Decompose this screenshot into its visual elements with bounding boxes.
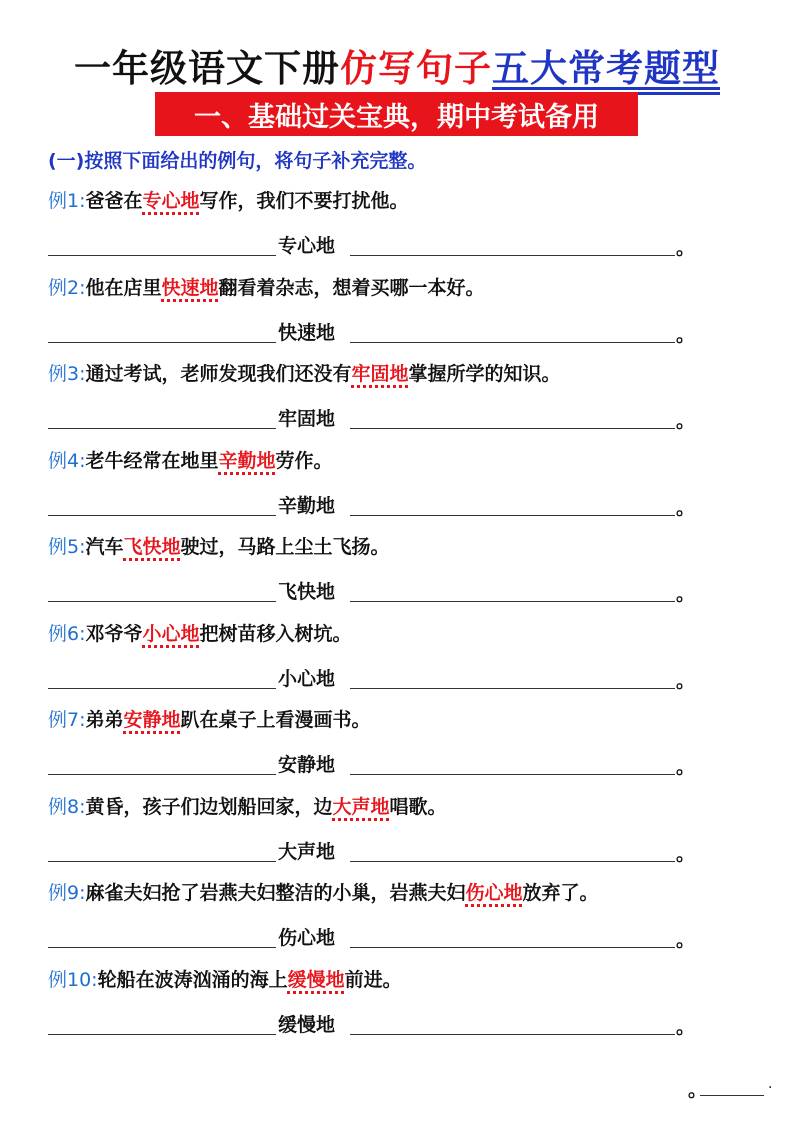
answer-blank-before[interactable] [48,428,276,429]
example-label: 例4: [48,449,86,472]
example-label: 例8: [48,795,86,818]
example-text-after: 前进。 [344,968,402,991]
answer-keyword: 安静地 [278,754,336,776]
example-keyword: 安静地 [123,709,181,731]
example-label: 例3: [48,363,86,385]
example-keyword: 伤心地 [465,882,523,904]
answer-period: 。 [676,756,696,778]
answer-row [48,315,696,346]
example-text-after: 劳作。 [275,449,333,472]
trailing-blank [688,1078,788,1100]
title-part-1: 一年级语文下册 [74,47,340,90]
section-banner: 一、基础过关宝典，期中考试备用 [155,92,638,136]
instruction-text: (一)按照下面给出的例句，将句子补充完整。 [48,150,427,172]
example-label: 例9: [48,882,86,904]
trailing-blank-line [700,1095,764,1096]
example-text-before: 弟弟 [85,709,124,731]
answer-blank-before[interactable] [48,342,276,343]
title-part-2: 仿写句子 [340,47,492,90]
example-text-before: 麻雀夫妇抢了岩燕夫妇整洁的小巢，岩燕夫妇 [85,882,466,904]
answer-blank-before[interactable] [48,774,276,775]
answer-keyword: 专心地 [278,235,336,257]
answer-blank-after[interactable] [350,342,675,343]
answer-blank-after[interactable] [350,774,675,775]
answer-row [48,661,696,692]
answer-keyword: 辛勤地 [278,494,336,517]
example-sentence [48,878,599,905]
answer-blank-before[interactable] [48,515,276,516]
answer-row [48,834,696,865]
example-label: 例5: [48,536,86,558]
answer-period: 。 [676,237,696,259]
example-sentence [48,359,561,386]
answer-keyword: 快速地 [278,321,336,344]
answer-period: 。 [676,1015,696,1038]
answer-row [48,920,696,951]
example-text-before: 邓爷爷 [85,622,143,645]
title-part-3: 五大常考题型 [492,47,720,90]
answer-blank-before[interactable] [48,861,276,862]
answer-row [48,747,696,778]
example-sentence [48,965,402,992]
example-text-before: 老牛经常在地里 [85,449,219,472]
example-text-after: 放弃了。 [522,882,599,904]
answer-blank-after[interactable] [350,688,675,689]
example-text-after: 驶过，马路上尘土飞扬。 [180,536,390,558]
example-text-after: 翻看着杂志，想着买哪一本好。 [218,276,485,299]
example-keyword: 飞快地 [123,536,181,558]
example-sentence [48,446,333,473]
answer-row [48,488,696,519]
answer-keyword: 缓慢地 [278,1013,336,1036]
answer-keyword: 小心地 [278,667,336,690]
answer-blank-after[interactable] [350,515,675,516]
example-text-after: 写作，我们不要打扰他。 [199,190,409,212]
answer-blank-before[interactable] [48,601,276,602]
answer-keyword: 伤心地 [278,927,336,949]
example-text-after: 唱歌。 [389,795,447,818]
answer-blank-after[interactable] [350,428,675,429]
example-label: 例10: [48,968,98,991]
example-keyword: 牢固地 [351,363,409,385]
example-text-before: 黄昏，孩子们边划船回家，边 [85,795,333,818]
example-text-after: 把树苗移入树坑。 [199,622,352,645]
example-sentence [48,705,371,732]
answer-keyword: 大声地 [278,840,336,863]
answer-blank-before[interactable] [48,1034,276,1035]
answer-blank-after[interactable] [350,601,675,602]
answer-blank-after[interactable] [350,861,675,862]
answer-blank-after[interactable] [350,255,675,256]
answer-blank-before[interactable] [48,947,276,948]
answer-row [48,1007,696,1038]
example-sentence [48,186,409,213]
example-sentence [48,619,352,646]
example-text-before: 通过考试，老师发现我们还没有 [85,363,352,385]
answer-keyword: 牢固地 [278,408,336,430]
answer-blank-before[interactable] [48,688,276,689]
example-keyword: 快速地 [161,276,219,299]
trailing-dot: · [768,1080,773,1096]
example-text-before: 爸爸在 [85,190,143,212]
answer-period: 。 [676,410,696,432]
example-text-before: 汽车 [85,536,124,558]
example-text-after: 掌握所学的知识。 [408,363,561,385]
answer-blank-before[interactable] [48,255,276,256]
example-sentence [48,792,447,819]
page-title [0,38,794,92]
answer-period: 。 [676,669,696,692]
example-label: 例7: [48,709,86,731]
example-label: 例1: [48,190,86,212]
answer-row [48,574,696,605]
example-label: 例6: [48,622,86,645]
example-keyword: 大声地 [332,795,390,818]
example-keyword: 缓慢地 [287,968,345,991]
trailing-period: 。 [688,1079,708,1101]
answer-row [48,401,696,432]
example-sentence [48,273,485,300]
answer-period: 。 [676,929,696,951]
answer-period: 。 [676,496,696,519]
example-label: 例2: [48,276,86,299]
example-text-before: 轮船在波涛汹涌的海上 [97,968,288,991]
example-text-before: 他在店里 [85,276,162,299]
example-text-after: 趴在桌子上看漫画书。 [180,709,371,731]
example-keyword: 专心地 [142,190,200,212]
example-keyword: 辛勤地 [218,449,276,472]
answer-period: 。 [676,323,696,346]
answer-period: 。 [676,842,696,865]
answer-row [48,228,696,259]
answer-period: 。 [676,583,696,605]
answer-blank-after[interactable] [350,1034,675,1035]
answer-blank-after[interactable] [350,947,675,948]
answer-keyword: 飞快地 [278,581,336,603]
example-sentence [48,532,390,559]
example-keyword: 小心地 [142,622,200,645]
